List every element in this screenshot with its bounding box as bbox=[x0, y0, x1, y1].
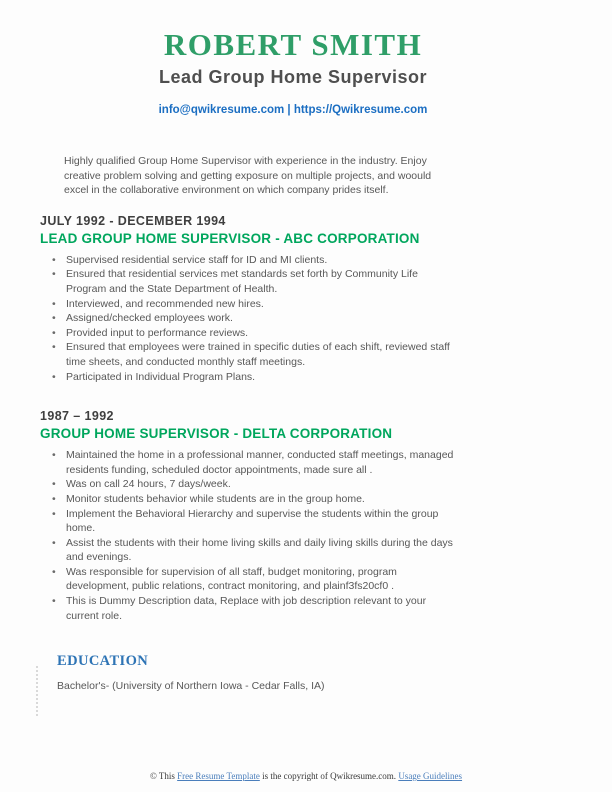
bullet-item: • Implement the Behavioral Hierarchy and supervise the students within the group home. bbox=[50, 507, 454, 536]
contact-email-link[interactable]: info@qwikresume.com bbox=[158, 104, 285, 116]
bullet-item: • Maintained the home in a professional manner, conducted staff meetings, managed residents funding, scheduled doctor appointments, made sure all . bbox=[50, 448, 454, 477]
candidate-job-title: Lead Group Home Supervisor bbox=[158, 67, 428, 87]
bullet-item: • Monitor students behavior while students are in the group home. bbox=[50, 492, 454, 507]
contact-website-link[interactable]: https://Qwikresume.com bbox=[293, 104, 428, 116]
job-dates: JULY 1992 - DECEMBER 1994 bbox=[40, 213, 226, 228]
bullet-item: • Assigned/checked employees work. bbox=[50, 311, 454, 326]
bullet-item: • Ensured that residential services met standards set forth by Community Life Program and the State Department of Health. bbox=[50, 267, 454, 296]
job-bullet-list bbox=[50, 253, 454, 384]
footer-copyright-text: © This bbox=[149, 771, 178, 781]
page-footer bbox=[0, 771, 612, 781]
bullet-item: • Ensured that employees were trained in specific duties of each shift, reviewed staff time sheets, and conducted monthly staff meetings. bbox=[50, 340, 454, 369]
footer-copyright-text: is the copyright of Qwikresume.com. bbox=[259, 771, 399, 781]
job-bullet-list bbox=[50, 448, 454, 623]
dotted-divider bbox=[36, 666, 38, 716]
bullet-item: • Was on call 24 hours, 7 days/week. bbox=[50, 477, 454, 492]
bullet-item: • Participated in Individual Program Plans. bbox=[50, 370, 454, 385]
resume-header bbox=[0, 0, 586, 116]
experience-entry-abc-corporation bbox=[40, 214, 612, 384]
contact-line bbox=[0, 104, 586, 116]
bullet-item: • Assist the students with their home living skills and daily living skills during the days and evenings. bbox=[50, 536, 454, 565]
education-heading: EDUCATION bbox=[57, 653, 149, 670]
free-resume-template-link[interactable]: Free Resume Template bbox=[177, 771, 260, 781]
bullet-item: • Provided input to performance reviews. bbox=[50, 326, 454, 341]
bullet-item: • Supervised residential service staff for ID and MI clients. bbox=[50, 253, 454, 268]
experience-entry-delta-corporation bbox=[40, 409, 612, 623]
job-title: LEAD GROUP HOME SUPERVISOR - ABC CORPORATION bbox=[40, 230, 420, 246]
bullet-item: • Was responsible for supervision of all staff, budget monitoring, program development, public relations, contract monitoring, and plainf3fs20cf0 . bbox=[50, 565, 454, 594]
bullet-item: • This is Dummy Description data, Replace with job description relevant to your current role. bbox=[50, 594, 454, 623]
education-section bbox=[57, 653, 612, 693]
job-dates: 1987 – 1992 bbox=[40, 409, 114, 424]
job-title: GROUP HOME SUPERVISOR - DELTA CORPORATION bbox=[40, 426, 393, 442]
education-degree: Bachelor's- (University of Northern Iowa - Cedar Falls, IA) bbox=[57, 680, 325, 693]
bullet-item: • Interviewed, and recommended new hires. bbox=[50, 297, 454, 312]
usage-guidelines-link[interactable]: Usage Guidelines bbox=[398, 771, 463, 781]
contact-separator: | bbox=[284, 104, 294, 116]
candidate-name: ROBERT SMITH bbox=[163, 27, 423, 62]
summary-paragraph: Highly qualified Group Home Supervisor with experience in the industry. Enjoy creative problem solving and getting exposure on multiple projects, and woould excel in the collaborative environment on which company prides itself. bbox=[64, 155, 432, 197]
